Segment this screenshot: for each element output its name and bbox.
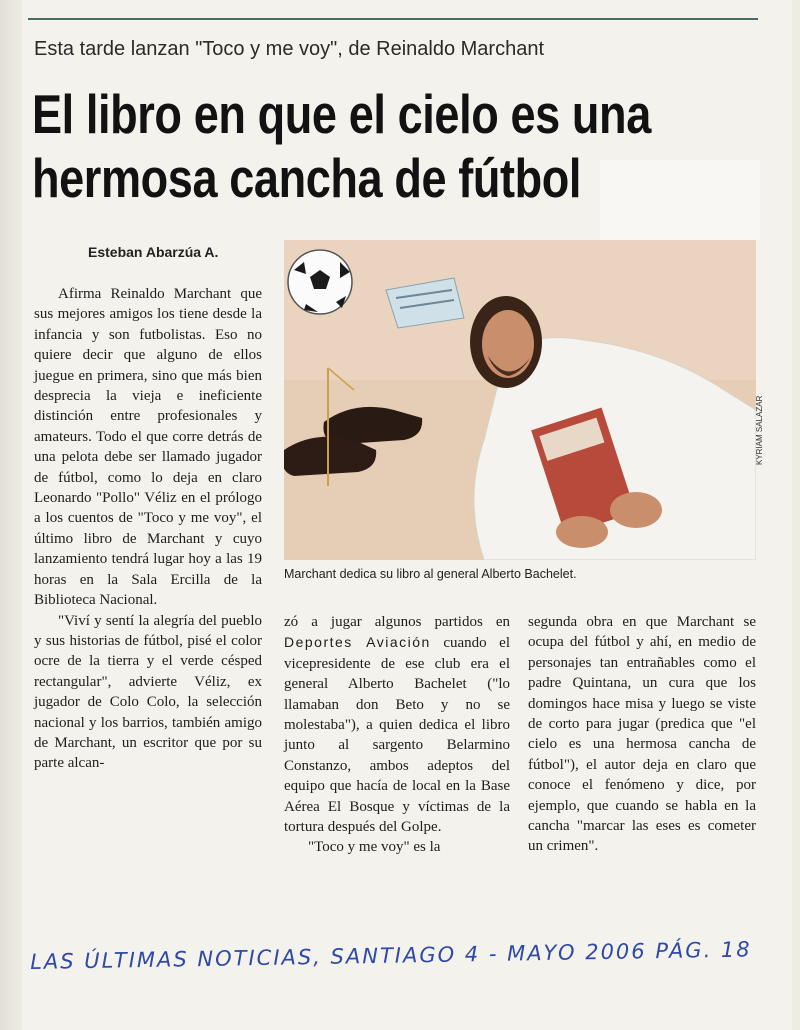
photo-caption: Marchant dedica su libro al general Alberto Bachelet. (284, 567, 577, 581)
paragraph: segunda obra en que Marchant se ocupa del fútbol y ahí, en medio de personajes tan entrañables como el padre Quintana, un cura que los domingos hace misa y luego se viste de corto para jugar (predica que "el cielo es una hermosa cancha de fútbol"), el autor deja en claro que conoce el fenómeno y dice, por ejemplo, que cuando se habla en la cancha "marcar las eses es cometer un crimen". (528, 614, 756, 855)
kicker: Esta tarde lanzan "Toco y me voy", de Reinaldo Marchant (34, 38, 545, 60)
article-column-1 (34, 284, 262, 774)
headline-line-2: hermosa cancha de fútbol (32, 147, 582, 209)
handwritten-source-note: LAS ÚLTIMAS NOTICIAS, SANTIAGO 4 - MAYO 2006 PÁG. 18 (30, 937, 752, 974)
paragraph: "Viví y sentí la alegría del pueblo y sus historias de fútbol, pisé el color ocre de la tierra y el verde césped rectangular", advierte Véliz, ex jugador de Colo Colo, la selección nacional y los barrios, también amigo de Marchant, un escritor que por su parte alcan- (34, 612, 262, 772)
paragraph: Afirma Reinaldo Marchant que sus mejores amigos los tiene desde la infancia y son futbolistas. Eso no quiere decir que alguno de ellos juegue en primera, sino que más bien desprecia la vieja e ineficiente distinción entre profesionales y amateurs. Todo el que corre detrás de una pelota debe ser llamado jugador de fútbol, como lo deja en claro Leonardo "Pollo" Véliz en el prólogo a los cuentos de "Toco y me voy", el último libro de Marchant y cuyo lanzamiento tendrá lugar hoy a las 19 horas en la Sala Ercilla de la Biblioteca Nacional. (34, 286, 262, 609)
photo-credit: KYRIAM SALAZAR (755, 395, 764, 465)
paragraph: "Toco y me voy" es la (308, 839, 441, 856)
article-photo (284, 240, 756, 560)
club-name: Deportes Aviación (284, 634, 431, 651)
scan-edge (0, 0, 22, 1030)
headline (32, 82, 651, 210)
paragraph (284, 612, 510, 837)
byline: Esteban Abarzúa A. (88, 244, 219, 260)
headline-line-1: El libro en que el cielo es una (32, 83, 651, 145)
text-run: zó a jugar algunos partidos en (284, 614, 510, 630)
top-rule (28, 18, 758, 20)
article-column-3 (528, 612, 756, 857)
soccer-ball-icon (288, 250, 352, 314)
article-column-2 (284, 612, 510, 858)
bleed-through-area (600, 160, 760, 240)
text-run: cuando el vicepresidente de ese club era el general Alberto Bachelet ("lo llamaban don Beto y no se molestaba"), a quien dedica el libro junto al sargento Belarmino Constanzo, ambos adeptos del equipo que hacía de local en la Base Aérea El Bosque y víctimas de la tortura después del Golpe. (284, 635, 511, 836)
